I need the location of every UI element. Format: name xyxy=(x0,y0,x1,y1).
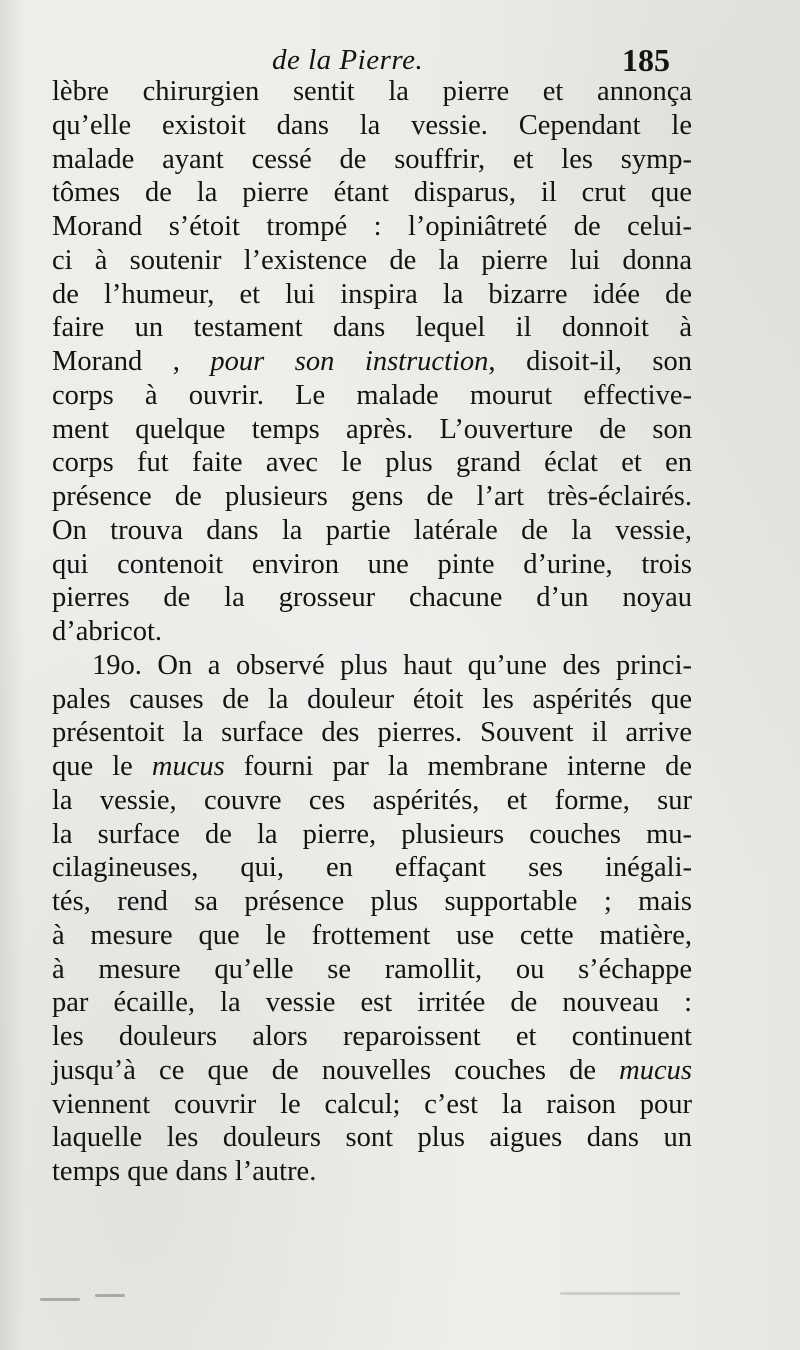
italic-text-run: pour son instruction xyxy=(210,346,489,377)
text-line: qu’elle existoit dans la vessie. Cependant le xyxy=(52,109,692,141)
page-header xyxy=(0,40,800,80)
text-line: tés, rend sa présence plus supportable ; mais xyxy=(52,886,692,917)
text-line: d’abricot. xyxy=(52,616,162,647)
text-line: temps que dans l’autre. xyxy=(52,1156,317,1187)
text-line: tômes de la pierre étant disparus, il crut que xyxy=(52,177,692,209)
running-head: de la Pierre. xyxy=(272,44,424,76)
text-line: présence de plusieurs gens de l’art très-éclairés. xyxy=(52,481,692,512)
text-run: fourni par la membrane interne de xyxy=(224,751,692,782)
page-number: 185 xyxy=(622,42,670,78)
text-run: jusqu’à ce que de nouvelles couches de xyxy=(52,1054,620,1086)
text-line: à mesure que le frottement use cette matière, xyxy=(52,919,692,951)
text-line: lèbre chirurgien sentit la pierre et annonça xyxy=(52,76,692,107)
text-line xyxy=(52,345,692,379)
text-line: de l’humeur, et lui inspira la bizarre idée de xyxy=(52,278,692,310)
text-line: qui contenoit environ une pinte d’urine, trois xyxy=(52,548,692,580)
text-run: , disoit-il, son xyxy=(488,346,692,377)
text-line: On trouva dans la partie latérale de la vessie, xyxy=(52,514,692,546)
text-line: corps fut faite avec le plus grand éclat et en xyxy=(52,447,692,479)
text-line: la vessie, couvre ces aspérités, et forme, sur xyxy=(52,784,692,816)
text-line: ci à soutenir l’existence de la pierre lui donna xyxy=(52,244,692,276)
text-line xyxy=(52,750,692,784)
text-line: corps à ouvrir. Le malade mourut effective- xyxy=(52,379,692,411)
text-line: la surface de la pierre, plusieurs couches mu- xyxy=(52,818,692,850)
body-text xyxy=(52,75,692,1189)
text-line: à mesure qu’elle se ramollit, ou s’échappe xyxy=(52,953,692,985)
text-line: par écaille, la vessie est irritée de nouveau : xyxy=(52,987,692,1019)
text-line: pierres de la grosseur chacune d’un noyau xyxy=(52,582,692,614)
text-line xyxy=(52,1054,692,1088)
text-line: les douleurs alors reparoissent et continuent xyxy=(52,1021,692,1052)
italic-text-run: mucus xyxy=(151,751,225,782)
text-line: présentoit la surface des pierres. Souvent il arrive xyxy=(52,717,692,749)
italic-text-run: mucus xyxy=(619,1054,692,1086)
text-line: faire un testament dans lequel il donnoit à xyxy=(52,312,692,344)
text-line: malade ayant cessé de souffrir, et les symp- xyxy=(52,143,692,175)
text-line: 19o. On a observé plus haut qu’une des princi- xyxy=(92,649,692,681)
text-line: Morand s’étoit trompé : l’opiniâtreté de celui- xyxy=(52,211,692,242)
text-line: laquelle les douleurs sont plus aigues dans un xyxy=(52,1122,692,1154)
text-line: cilagineuses, qui, en effaçant ses inégali- xyxy=(52,852,692,884)
text-run: Morand , xyxy=(52,346,211,377)
text-line: pales causes de la douleur étoit les aspérités que xyxy=(52,683,692,715)
text-line: ment quelque temps après. L’ouverture de son xyxy=(52,413,692,445)
bleed-through-marks xyxy=(0,1280,800,1320)
text-line: viennent couvrir le calcul; c’est la raison pour xyxy=(52,1088,692,1120)
text-run: que le xyxy=(52,751,152,782)
